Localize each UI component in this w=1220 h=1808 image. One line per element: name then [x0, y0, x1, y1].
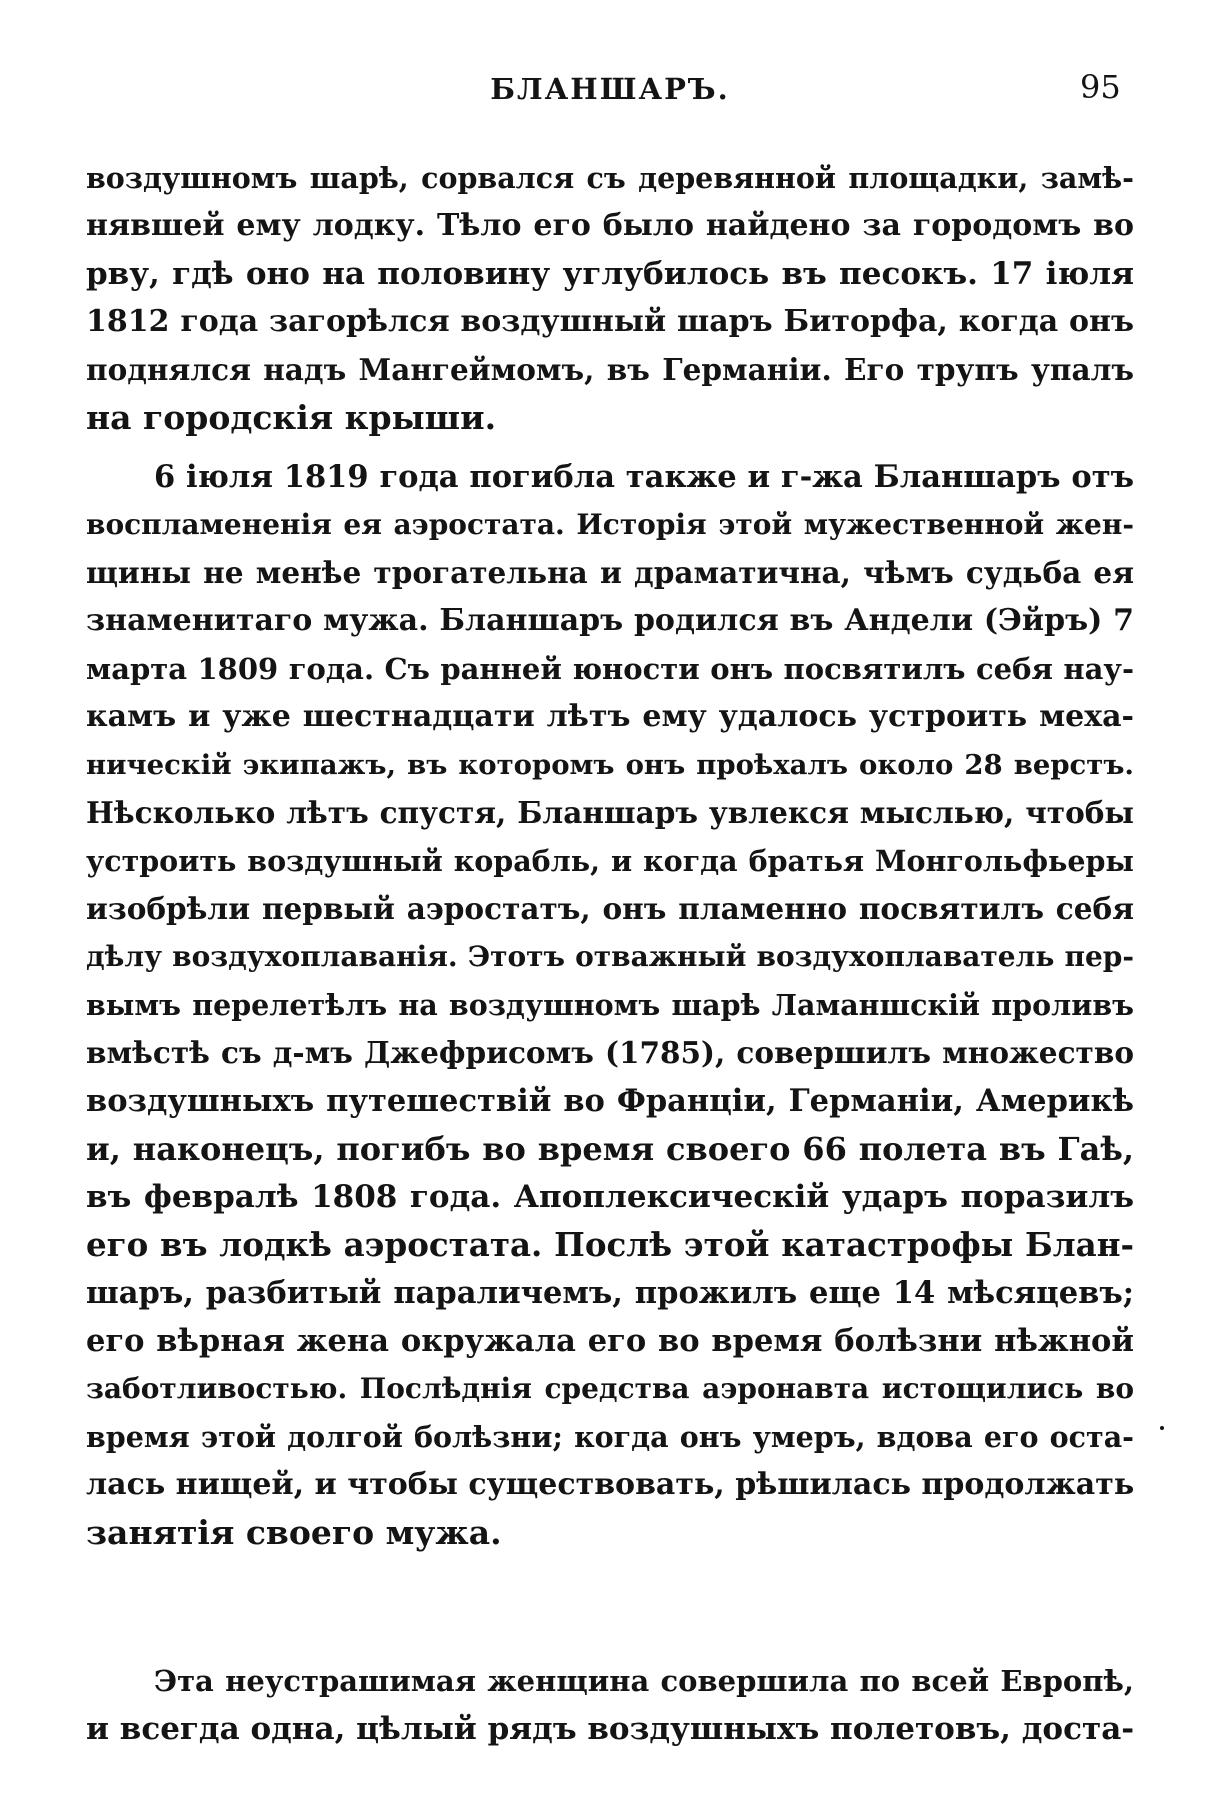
paragraph-2 — [86, 453, 1134, 1557]
text-line: вмѣстѣ съ д-мъ Джефрисомъ (1785), совершилъ множество — [86, 1035, 1134, 1070]
text-line: его вѣрная жена окружала его во время болѣзни нѣжной — [86, 1323, 1134, 1359]
text-line: воспламененія ея аэростата. Исторія этой мужественной жен- — [86, 508, 1134, 541]
text-line: ническій экипажъ, въ которомъ онъ проѣхалъ около 28 верстъ. — [86, 749, 1134, 781]
text-line: марта 1809 года. Съ ранней юности онъ посвятилъ себя нау- — [86, 652, 1134, 686]
text-line: и всегда одна, цѣлый рядъ воздушныхъ полетовъ, доста- — [86, 1711, 1134, 1747]
text-line: 6 іюля 1819 года погибла также и г-жа Бланшаръ отъ — [154, 459, 1134, 495]
text-line: нявшей ему лодку. Тѣло его было найдено за городомъ во — [86, 208, 1134, 243]
text-line: вымъ перелетѣлъ на воздушномъ шарѣ Ламаншскій проливъ — [86, 988, 1134, 1022]
text-line: щины не менѣе трогательна и драматична, чѣмъ судьба ея — [86, 555, 1134, 590]
paragraph-3 — [86, 1657, 1134, 1753]
text-line: 1812 года загорѣлся воздушный шаръ Биторфа, когда онъ — [86, 304, 1134, 339]
text-line: и, наконецъ, погибъ во время своего 66 полета въ Гаѣ, — [86, 1130, 1134, 1168]
text-line: устроить воздушный корабль, и когда братья Монгольфьеры — [86, 844, 1134, 878]
text-line: дѣлу воздухоплаванія. Этотъ отважный воздухоплаватель пер- — [86, 940, 1134, 973]
text-line: на городскія крыши. — [86, 398, 497, 437]
text-line: камъ и уже шестнадцати лѣтъ ему удалось устроить меха- — [86, 699, 1134, 734]
text-line: знаменитаго мужа. Бланшаръ родился въ Андели (Эйръ) 7 — [86, 603, 1134, 638]
text-line: воздушномъ шарѣ, сорвался съ деревянной площадки, замѣ- — [86, 161, 1134, 195]
running-title: БЛАНШАРЪ. — [490, 72, 730, 106]
text-line: шаръ, разбитый параличемъ, прожилъ еще 14 мѣсяцевъ; — [86, 1275, 1134, 1311]
text-line: поднялся надъ Мангеймомъ, въ Германіи. Его трупъ упалъ — [86, 352, 1134, 387]
text-line: лась нищей, и чтобы существовать, рѣшилась продолжать — [86, 1467, 1134, 1502]
text-line: его въ лодкѣ аэростата. Послѣ этой катастрофы Блан- — [86, 1225, 1134, 1264]
text-line: занятія своего мужа. — [86, 1513, 502, 1552]
text-line: рву, гдѣ оно на половину углубилось въ песокъ. 17 іюля — [86, 256, 1134, 292]
text-line: въ февралѣ 1808 года. Апоплексическій ударъ поразилъ — [86, 1179, 1134, 1215]
text-line: воздушныхъ путешествій во Франціи, Германіи, Америкѣ — [86, 1083, 1134, 1119]
text-line: время этой долгой болѣзни; когда онъ умеръ, вдова его оста- — [86, 1420, 1134, 1454]
text-line: Эта неустрашимая женщина совершила по всей Европѣ, — [154, 1664, 1134, 1698]
page-number: 95 — [1080, 68, 1121, 106]
text-line: заботливостью. Послѣднія средства аэронавта истощились во — [86, 1372, 1134, 1405]
text-line: изобрѣли первый аэростатъ, онъ пламенно посвятилъ себя — [86, 891, 1134, 926]
text-line: Нѣсколько лѣтъ спустя, Бланшаръ увлекся мыслью, чтобы — [86, 795, 1134, 830]
paragraph-1 — [86, 154, 1134, 442]
print-speck — [1160, 1426, 1164, 1430]
